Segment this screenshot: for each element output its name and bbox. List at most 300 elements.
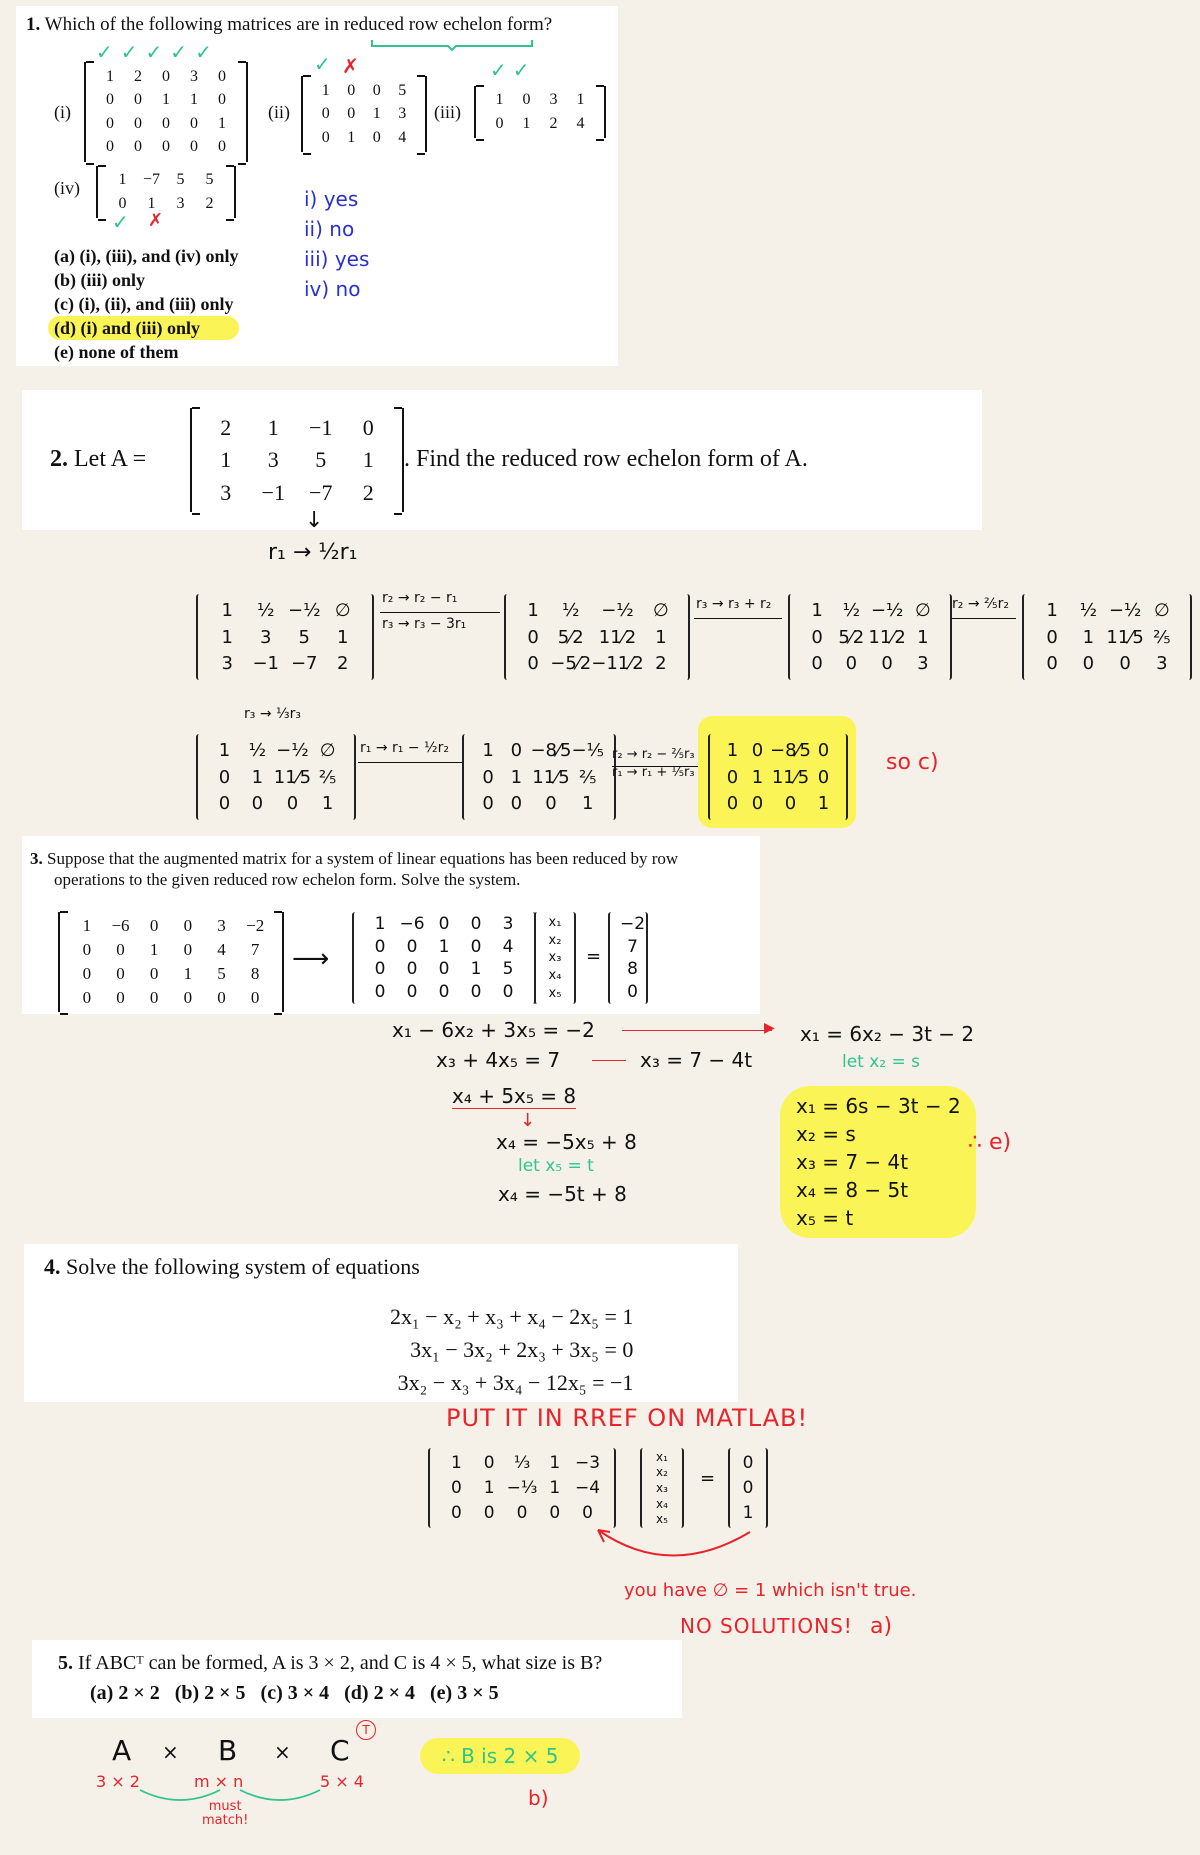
matrix-cell: ⅓	[513, 1453, 531, 1473]
matrix-cell: 0	[116, 988, 125, 1007]
matrix-cell: 0	[1046, 653, 1058, 675]
q1-option-b: (b) (iii) only	[54, 270, 146, 290]
matrix-cell: 0	[116, 964, 125, 983]
q4-contradiction: you have ∅ = 1 which isn't true.	[624, 1580, 917, 1601]
matrix-cell: 1	[482, 739, 494, 761]
matrix-cell: 1	[917, 626, 929, 648]
matrix-cell: 3	[398, 105, 407, 122]
matrix-cell: 1	[483, 1478, 495, 1498]
matrix-cell: x₁	[548, 914, 562, 930]
q2-matrix-step3	[788, 594, 952, 680]
q3-arrow-eq1	[622, 1030, 772, 1031]
q5-heading	[58, 1652, 602, 1675]
q3-solution-x2: x₂ = s	[796, 1122, 856, 1146]
matrix-cell: −1	[261, 479, 285, 505]
matrix-cell: 2	[134, 67, 142, 85]
matrix-cell: 0	[527, 653, 539, 675]
q3-answer: ∴ e)	[968, 1130, 1012, 1155]
matrix-cell: 1	[183, 964, 193, 983]
matrix-cell: 1	[522, 114, 531, 132]
matrix-cell: 0	[106, 91, 114, 109]
q3-rhs-vector	[608, 912, 648, 1004]
matrix-cell: 1	[321, 793, 334, 815]
matrix-cell: ½	[562, 599, 580, 621]
matrix-cell: −6	[111, 916, 130, 935]
q1-note-i: i) yes	[304, 187, 359, 211]
matrix-cell: 5	[176, 171, 185, 189]
matrix-grid	[610, 912, 646, 1004]
matrix-cell: 5⁄2	[838, 626, 865, 648]
q2-number: 2.	[50, 446, 68, 472]
matrix-cell: x₄	[548, 968, 562, 984]
q4-eq-sign: =	[700, 1468, 716, 1489]
matrix-grid	[430, 1448, 614, 1528]
q2-op2a: r₂ → r₂ − r₁	[382, 590, 458, 606]
matrix-cell: x₄	[656, 1496, 668, 1511]
matrix-cell: 1	[221, 626, 233, 648]
matrix-cell: 1	[811, 599, 823, 621]
matrix-cell: 1	[220, 447, 232, 472]
q2-matrix-step6	[462, 734, 616, 820]
q5-B-size: m × n	[194, 1772, 244, 1791]
matrix-grid	[60, 912, 282, 1012]
matrix-cell: 0	[347, 105, 356, 122]
q3-solution-x4: x₄ = 8 − 5t	[796, 1178, 909, 1202]
matrix-cell: 11⁄5	[1106, 626, 1144, 648]
matrix-cell: 0	[374, 981, 386, 1002]
matrix-cell: x₃	[656, 1480, 668, 1495]
matrix-cell: 1	[510, 766, 523, 788]
q5-must-match: must match!	[202, 1799, 249, 1828]
matrix-grid	[198, 734, 354, 820]
q1-checks-i: ✓✓✓✓✓	[96, 40, 220, 64]
question-5-card	[32, 1640, 682, 1718]
q1-heading	[26, 14, 552, 36]
q4-number: 4.	[44, 1254, 61, 1279]
matrix-cell: 0	[438, 914, 450, 935]
matrix-cell: 0	[1046, 626, 1058, 648]
matrix-cell: 1	[549, 1453, 561, 1473]
matrix-cell: 0	[218, 91, 226, 109]
q5-transpose-mark: T	[356, 1720, 376, 1740]
matrix-cell: 0	[149, 988, 159, 1007]
matrix-cell: 1	[221, 599, 233, 621]
matrix-cell: 0	[742, 1453, 754, 1473]
matrix-cell: 7	[627, 936, 638, 957]
q4-heading	[44, 1254, 420, 1280]
matrix-cell: 2	[655, 653, 667, 675]
matrix-cell: 0	[751, 793, 764, 815]
matrix-cell: 0	[82, 988, 92, 1007]
q5-C-size: 5 × 4	[320, 1772, 364, 1791]
matrix-cell: 0	[372, 81, 381, 99]
matrix-cell: 0	[438, 981, 450, 1002]
matrix-cell: 3	[502, 914, 514, 935]
q3-solution	[780, 1086, 976, 1238]
matrix-cell: 3	[1156, 653, 1168, 675]
matrix-cell: ∅	[915, 599, 931, 621]
matrix-cell: −½	[287, 599, 321, 621]
matrix-cell: 0	[1119, 653, 1131, 675]
q1-matrix-i-label: (i)	[54, 102, 71, 122]
matrix-cell: 0	[406, 981, 418, 1002]
matrix-cell: 5	[205, 171, 214, 189]
matrix-cell: 0	[450, 1478, 462, 1498]
matrix-cell: 0	[217, 988, 226, 1007]
matrix-cell: −1	[309, 414, 333, 440]
matrix-cell: 1	[527, 599, 539, 621]
matrix-cell: 0	[106, 114, 114, 132]
matrix-cell: 0	[362, 414, 374, 440]
matrix-cell: ½	[842, 599, 861, 621]
q1-note-iv: iv) no	[304, 277, 361, 301]
q3-vars-vector	[534, 912, 576, 1004]
matrix-grid	[1024, 594, 1190, 680]
matrix-cell: 0	[742, 1478, 754, 1498]
q5-question: If ABCᵀ can be formed, A is 3 × 2, and C is 4 × 5, what size is B?	[78, 1652, 603, 1674]
matrix-grid	[790, 594, 950, 680]
matrix-grid	[86, 62, 246, 162]
matrix-cell: x₁	[656, 1449, 668, 1464]
matrix-cell: 0	[406, 959, 418, 980]
q3-coef-matrix	[352, 912, 536, 1004]
q1-matrix-ii	[301, 76, 427, 152]
q1-note-ii: ii) no	[304, 217, 355, 241]
matrix-cell: 0	[374, 959, 386, 980]
matrix-cell: 1	[149, 940, 159, 959]
matrix-cell: 3	[260, 626, 272, 648]
q1-option-a: (a) (i), (iii), and (iv) only	[54, 246, 239, 266]
matrix-grid	[710, 734, 846, 820]
q1-underline-mark	[368, 36, 538, 52]
q1-check-ii: ✓	[314, 52, 331, 76]
matrix-cell: x₂	[656, 1465, 668, 1480]
matrix-cell: 0	[162, 114, 170, 132]
matrix-cell: 1	[82, 916, 92, 935]
matrix-cell: 0	[549, 1503, 561, 1523]
q2-arrow-3	[952, 618, 1016, 619]
matrix-cell: 5	[315, 447, 327, 472]
q4-note: PUT IT IN RREF ON MATLAB!	[446, 1404, 809, 1432]
q2-matrix-a	[190, 408, 404, 512]
q2-op7a: r₂ → r₂ − ⅖r₃	[612, 747, 695, 762]
matrix-cell: 8	[250, 964, 260, 983]
matrix-cell: 0	[118, 194, 127, 212]
q4-equations	[390, 1300, 633, 1399]
matrix-cell: 1	[267, 414, 279, 440]
matrix-cell: −7	[290, 653, 318, 675]
matrix-cell: ⅖	[1153, 626, 1171, 648]
q2-arrow-2	[694, 618, 782, 619]
matrix-cell: ⅖	[318, 766, 337, 788]
matrix-cell: 1	[549, 1478, 561, 1498]
matrix-grid	[730, 1448, 766, 1528]
matrix-cell: x₅	[548, 986, 562, 1002]
matrix-cell: 3	[220, 479, 232, 505]
matrix-cell: ∅	[653, 599, 669, 621]
q4-question: Solve the following system of equations	[66, 1254, 420, 1279]
matrix-cell: 1	[438, 936, 450, 957]
matrix-cell: 0	[250, 988, 260, 1007]
matrix-cell: 0	[116, 940, 125, 959]
matrix-cell: 1	[582, 793, 594, 815]
q2-answer: so c)	[886, 750, 939, 775]
q2-op4: r₂ → ⅖r₂	[952, 596, 1009, 612]
q5-B: B	[218, 1734, 238, 1767]
matrix-cell: 11⁄2	[868, 626, 906, 648]
matrix-cell: 1	[218, 739, 231, 761]
q3-question-line1: Suppose that the augmented matrix for a system of linear equations has been reduced by row	[47, 849, 679, 868]
matrix-cell: ∅	[319, 739, 336, 761]
q1-check-iv: ✓	[112, 210, 129, 234]
q3-arrow: ⟶	[292, 944, 330, 974]
matrix-grid	[192, 408, 402, 512]
q2-op2b: r₃ → r₃ − 3r₁	[382, 616, 467, 632]
q4-coef-matrix	[428, 1448, 616, 1528]
matrix-cell: 0	[183, 988, 193, 1007]
q2-question: . Find the reduced row echelon form of A.	[404, 446, 808, 472]
matrix-grid	[354, 912, 534, 1004]
matrix-cell: 0	[470, 981, 482, 1002]
q3-number: 3.	[30, 849, 43, 868]
matrix-cell: 0	[545, 793, 557, 815]
matrix-cell: 0	[321, 105, 330, 122]
q5-answer: ∴ B is 2 × 5	[420, 1738, 580, 1774]
q3-x1-line: x₁ = 6x₂ − 3t − 2	[800, 1022, 975, 1046]
matrix-cell: 2	[549, 114, 558, 132]
matrix-cell: ⅖	[579, 766, 597, 788]
matrix-cell: 0	[218, 766, 231, 788]
matrix-cell: 1	[576, 91, 585, 109]
matrix-cell: −½	[601, 599, 634, 621]
matrix-cell: 1	[374, 914, 386, 935]
matrix-cell: 0	[183, 916, 193, 935]
matrix-cell: 0	[470, 936, 482, 957]
question-2-card	[22, 390, 982, 530]
q2-matrix-rref	[708, 734, 848, 820]
q5-answer-letter: b)	[528, 1786, 549, 1810]
q3-eq3: x₄ + 5x₅ = 8	[452, 1084, 577, 1108]
matrix-cell: 8	[627, 959, 638, 980]
matrix-grid	[198, 594, 372, 680]
matrix-cell: x₂	[548, 932, 562, 948]
q3-solution-x5: x₅ = t	[796, 1206, 854, 1230]
matrix-cell: 5	[398, 81, 407, 99]
matrix-cell: 0	[516, 1503, 528, 1523]
question-1-card	[16, 6, 618, 366]
q1-note-iii: iii) yes	[304, 247, 370, 271]
matrix-cell: −7	[309, 479, 333, 505]
q5-number: 5.	[58, 1652, 73, 1674]
matrix-cell: −⅕	[571, 739, 604, 761]
matrix-cell: ∅	[1154, 599, 1170, 621]
matrix-cell: 0	[183, 940, 193, 959]
matrix-cell: 0	[218, 793, 231, 815]
q1-number: 1.	[26, 14, 41, 35]
matrix-cell: −8⁄5	[770, 739, 811, 761]
matrix-cell: 0	[106, 138, 114, 156]
matrix-cell: 0	[483, 1503, 495, 1523]
matrix-cell: 0	[510, 793, 523, 815]
q3-eq2: x₃ + 4x₅ = 7	[436, 1048, 561, 1072]
matrix-cell: 0	[321, 128, 330, 146]
matrix-cell: 0	[527, 626, 539, 648]
matrix-cell: −6	[399, 914, 425, 935]
q4-contradiction-arrow	[590, 1520, 760, 1570]
matrix-cell: 0	[374, 936, 386, 957]
q2-arrow-5	[612, 766, 704, 767]
q3-arrow-eq2	[592, 1060, 626, 1061]
matrix-cell: 1	[742, 1503, 754, 1523]
matrix-cell: 0	[134, 114, 142, 132]
q4-vars-vector	[640, 1448, 684, 1528]
matrix-cell: 0	[495, 114, 504, 132]
matrix-cell: −½	[870, 599, 904, 621]
matrix-cell: 1	[1046, 599, 1058, 621]
matrix-cell: −7	[142, 171, 161, 189]
matrix-cell: 5	[298, 626, 310, 648]
matrix-cell: 0	[470, 914, 482, 935]
matrix-cell: 0	[286, 793, 299, 815]
matrix-cell: 1	[218, 114, 226, 132]
matrix-cell: 0	[218, 67, 226, 85]
matrix-grid	[506, 594, 688, 680]
matrix-cell: 1	[495, 91, 504, 109]
q1-matrix-iv-label: (iv)	[54, 178, 80, 198]
q1-question: Which of the following matrices are in reduced row echelon form?	[44, 14, 553, 35]
matrix-cell: −2	[246, 916, 265, 935]
q5-A-size: 3 × 2	[96, 1772, 140, 1791]
matrix-grid	[303, 76, 425, 152]
matrix-cell: 0	[347, 81, 356, 99]
q3-matrix	[58, 912, 284, 1012]
q1-option-d: (d) (i) and (iii) only	[48, 316, 239, 340]
matrix-cell: 0	[817, 739, 830, 761]
matrix-cell: 1	[147, 194, 156, 212]
q1-cross-ii: ✗	[342, 54, 359, 78]
matrix-cell: 0	[134, 91, 142, 109]
matrix-cell: 3	[176, 194, 185, 212]
matrix-cell: 0	[726, 766, 739, 788]
matrix-cell: 0	[372, 128, 381, 146]
matrix-cell: 1	[470, 959, 482, 980]
matrix-cell: 0	[502, 981, 514, 1002]
q1-option-c: (c) (i), (ii), and (iii) only	[54, 294, 234, 314]
matrix-cell: 1	[372, 105, 381, 122]
q3-down-arrow: ↓	[520, 1110, 536, 1131]
matrix-cell: 0	[450, 1503, 462, 1523]
matrix-cell: 0	[149, 916, 159, 935]
matrix-cell: 0	[582, 1503, 593, 1523]
matrix-grid	[536, 912, 574, 1004]
q3-eq2-result: x₃ = 7 − 4t	[640, 1048, 753, 1072]
q2-heading	[50, 446, 146, 473]
question-4-card	[24, 1244, 738, 1402]
q3-solution-x3: x₃ = 7 − 4t	[796, 1150, 909, 1174]
matrix-cell: 1	[321, 81, 330, 99]
matrix-cell: 0	[406, 936, 418, 957]
q4-equation-1: 2x₁ − x₂ + x₃ + x₄ − 2x₅ = 1	[390, 1304, 634, 1329]
q3-let-s: let x₂ = s	[842, 1052, 921, 1072]
matrix-cell: 0	[482, 766, 494, 788]
matrix-grid	[476, 86, 604, 138]
matrix-cell: 0	[811, 626, 823, 648]
matrix-cell: −1	[252, 653, 280, 675]
matrix-cell: 0	[784, 793, 797, 815]
matrix-cell: 1	[362, 447, 374, 472]
matrix-cell: 0	[845, 653, 858, 675]
matrix-cell: −11⁄2	[591, 653, 644, 675]
q1-checks-iii: ✓✓	[490, 58, 536, 82]
matrix-cell: 1	[118, 171, 127, 189]
q3-question-line2: operations to the given reduced row echelon form. Solve the system.	[54, 870, 521, 889]
matrix-cell: 0	[482, 793, 494, 815]
matrix-cell: 3	[917, 653, 929, 675]
matrix-cell: 0	[1082, 653, 1095, 675]
matrix-cell: 2	[205, 194, 214, 212]
matrix-cell: ½	[257, 599, 275, 621]
matrix-cell: 0	[522, 91, 531, 109]
matrix-cell: 1	[1082, 626, 1095, 648]
matrix-cell: 0	[483, 1453, 495, 1473]
matrix-cell: 11⁄5	[771, 766, 810, 788]
q5-times-2: ×	[274, 1740, 291, 1764]
matrix-cell: 0	[251, 793, 264, 815]
q2-matrix-step4	[1022, 594, 1192, 680]
q2-let: Let A =	[74, 446, 147, 472]
matrix-cell: ½	[248, 739, 267, 761]
matrix-grid	[642, 1448, 682, 1528]
matrix-cell: 3	[217, 916, 226, 935]
matrix-cell: 0	[149, 964, 159, 983]
matrix-cell: 1	[347, 128, 356, 146]
matrix-cell: 1	[751, 766, 764, 788]
q2-op7	[612, 746, 695, 782]
matrix-cell: 0	[751, 739, 764, 761]
q2-op5: r₃ → ⅓r₃	[244, 706, 301, 722]
q2-arrow-1	[380, 612, 500, 613]
matrix-cell: 1	[106, 67, 114, 85]
q2-op6: r₁ → r₁ − ½r₂	[360, 740, 449, 756]
q5-options: (a) 2 × 2 (b) 2 × 5 (c) 3 × 4 (d) 2 × 4 (e) 3 × 5	[90, 1682, 499, 1704]
q2-matrix-step5	[196, 734, 356, 820]
matrix-cell: x₃	[548, 950, 562, 966]
matrix-cell: 0	[817, 766, 830, 788]
matrix-cell: −4	[575, 1478, 601, 1498]
matrix-cell: 0	[82, 964, 92, 983]
matrix-cell: 0	[134, 138, 142, 156]
matrix-cell: ½	[1079, 599, 1098, 621]
q1-cross-iv: ✗	[148, 210, 164, 231]
matrix-grid	[464, 734, 614, 820]
matrix-cell: 11⁄5	[532, 766, 570, 788]
q2-op7b: r₁ → r₁ + ⅕r₃	[612, 765, 695, 780]
matrix-cell: 2	[362, 479, 374, 505]
matrix-cell: x₅	[656, 1512, 668, 1527]
q1-matrix-i	[84, 62, 248, 162]
matrix-cell: 0	[438, 959, 450, 980]
q5-A: A	[112, 1734, 132, 1767]
q2-op3: r₃ → r₃ + r₂	[696, 596, 772, 612]
q2-step1: r₁ → ½r₁	[268, 540, 358, 565]
matrix-cell: −2	[620, 914, 646, 935]
matrix-cell: 1	[251, 766, 264, 788]
matrix-cell: 5⁄2	[557, 626, 584, 648]
matrix-cell: 4	[398, 128, 407, 146]
matrix-cell: 1	[337, 626, 349, 648]
q1-notes	[304, 184, 369, 304]
matrix-cell: 0	[190, 138, 198, 156]
